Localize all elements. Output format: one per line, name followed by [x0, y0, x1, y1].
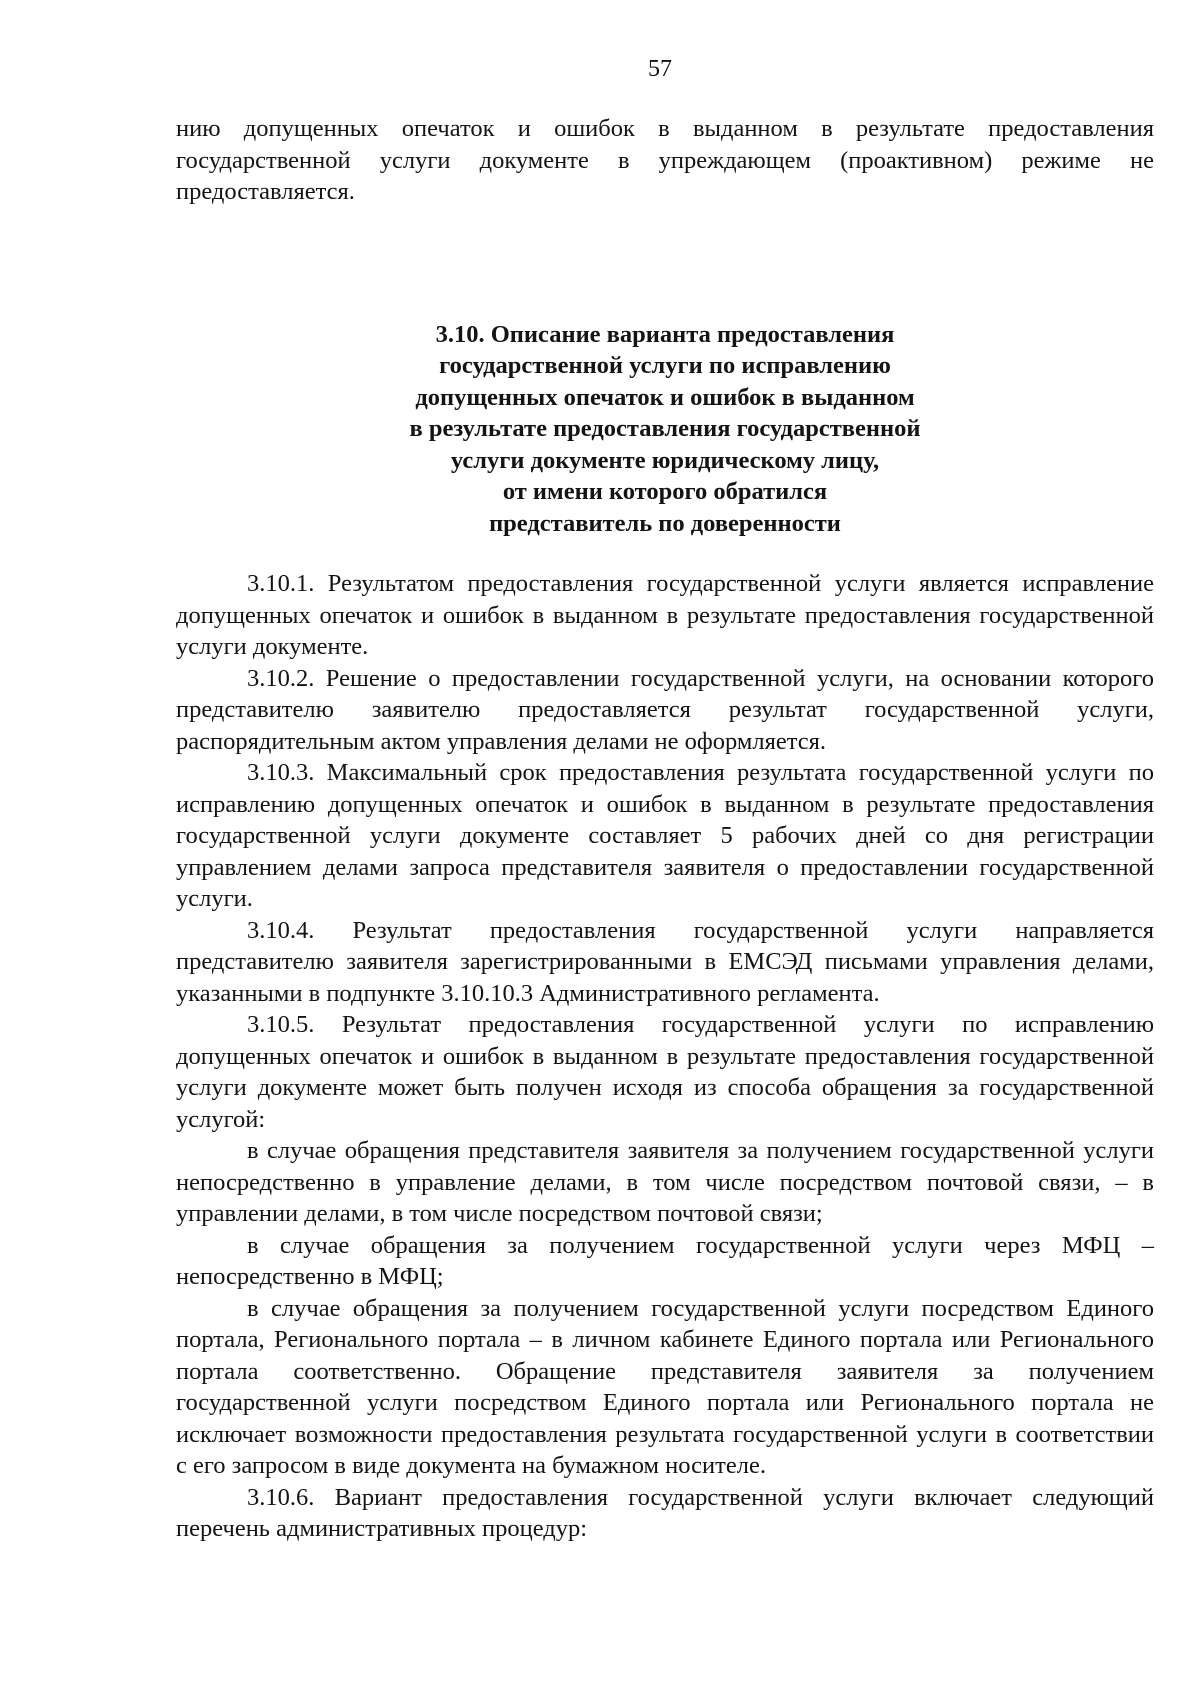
paragraph-3-10-1: 3.10.1. Результатом предоставления государственной услуги является исправление допущенных опечаток и ошибок в выданном в результате предоставления государственной услуги документе. [176, 570, 1154, 660]
heading-line: от имени которого обратился [502, 478, 828, 505]
document-body [176, 113, 1154, 1545]
page-number: 57 [648, 56, 672, 82]
paragraph-3-10-5: 3.10.5. Результат предоставления государственной услуги по исправлению допущенных опечаток и ошибок в выданном в результате предоставления государственной услуги документе может быть получен исходя из способа обращения за государственной услугой: [176, 1011, 1154, 1133]
heading-line: допущенных опечаток и ошибок в выданном [415, 383, 915, 411]
heading-line: в результате предоставления государственной [409, 415, 921, 442]
paragraph-3-10-4: 3.10.4. Результат предоставления государственной услуги направляется представителю заявителя зарегистрированными в ЕМСЭД письмами управления делами, указанными в подпункте 3.10.10.3 Административного регламента. [176, 916, 1154, 1007]
heading-line: услуги документе юридическому лицу, [450, 446, 880, 474]
section-body [176, 568, 1154, 1545]
heading-line: государственной услуги по исправлению [439, 352, 891, 379]
heading-line: представитель по доверенности [489, 509, 841, 537]
paragraph-3-10-6: 3.10.6. Вариант предоставления государственной услуги включает следующий перечень административных процедур: [176, 1483, 1154, 1542]
heading-line: 3.10. Описание варианта предоставления [435, 320, 895, 348]
intro-paragraph: нию допущенных опечаток и ошибок в выданном в результате предоставления государственной услуги документе в упреждающем (проактивном) режиме не предоставляется. [176, 115, 1154, 205]
paragraph-case-direct: в случае обращения представителя заявителя за получением государственной услуги непосредственно в управление делами, в том числе посредством почтовой связи, – в управлении делами, в том числе посредством почтовой связи; [176, 1137, 1154, 1227]
paragraph-case-mfc: в случае обращения за получением государственной услуги через МФЦ – непосредственно в МФЦ; [176, 1231, 1154, 1290]
paragraph-3-10-2: 3.10.2. Решение о предоставлении государственной услуги, на основании которого представителю заявителю предоставляется результат государственной услуги, распорядительным актом управления делами не оформляется. [176, 664, 1154, 755]
paragraph-case-portal: в случае обращения за получением государственной услуги посредством Единого портала, Регионального портала – в личном кабинете Единого портала или Регионального портала соответственно. Обращение представителя заявителя за получением государственной услуги посредством Единого портала или Регионального портала не исключает возможности предоставления результата государственной услуги в соответствии с его запросом в виде документа на бумажном носителе. [176, 1294, 1154, 1479]
section-heading [176, 319, 1154, 540]
paragraph-3-10-3: 3.10.3. Максимальный срок предоставления результата государственной услуги по исправлению допущенных опечаток и ошибок в выданном в результате предоставления государственной услуги документе составляет 5 рабочих дней со дня регистрации управлением делами запроса представителя заявителя о предоставлении государственной услуги. [176, 759, 1154, 912]
